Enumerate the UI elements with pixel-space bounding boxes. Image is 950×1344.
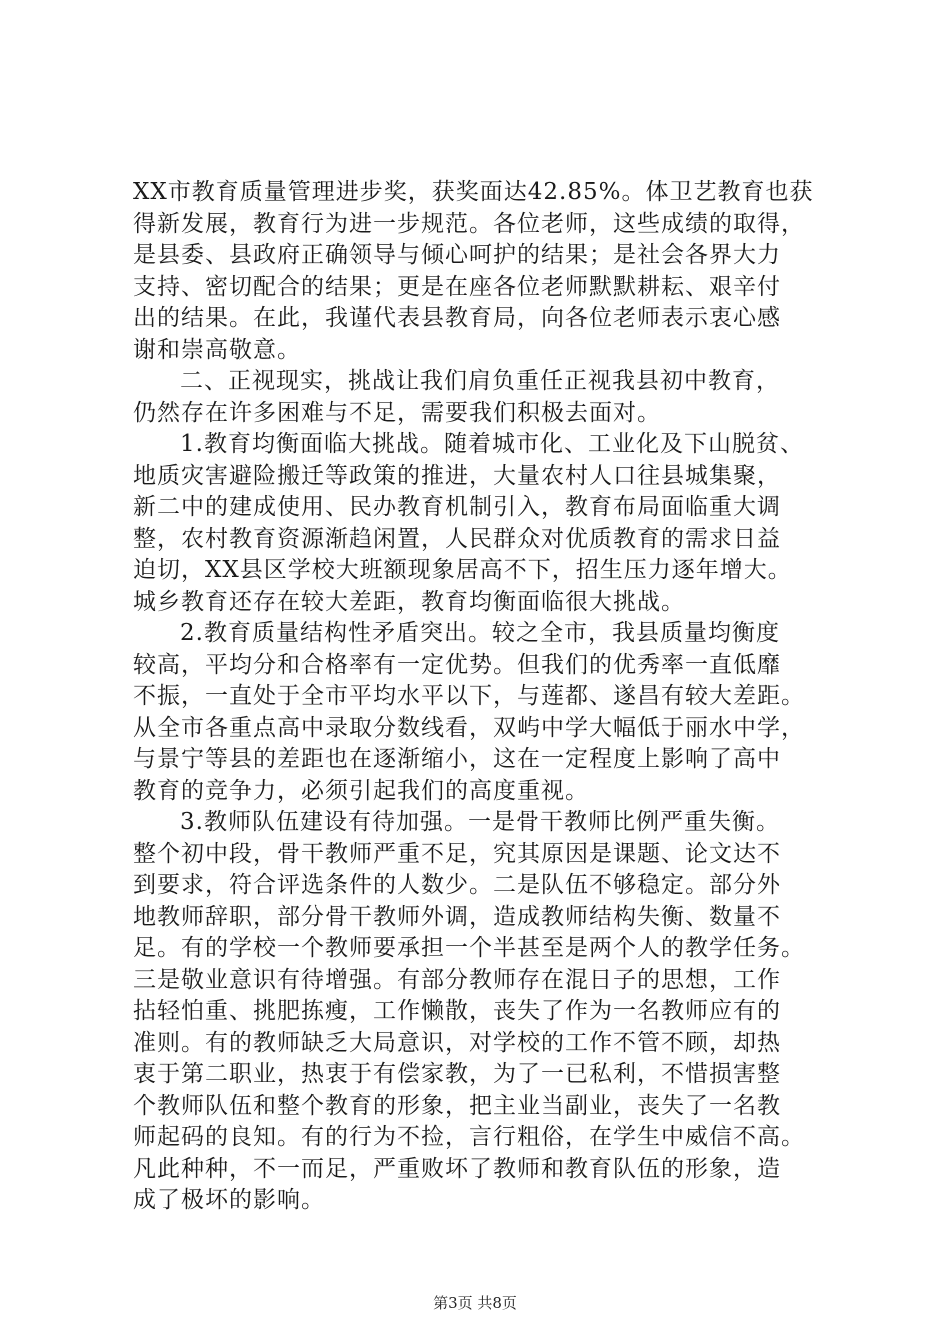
text-line: 成了极坏的影响。 — [133, 1187, 325, 1213]
text-line: 新二中的建成使用、民办教育机制引入，教育布局面临重大调 — [133, 494, 781, 520]
text-line: 得新发展，教育行为进一步规范。各位老师，这些成绩的取得， — [133, 210, 805, 237]
text-line: XX市教育质量管理进步奖，获奖面达42.85%。体卫艺教育也获 — [133, 179, 814, 205]
text-line: 凡此种种，不一而足，严重败坏了教师和教育队伍的形象，造 — [133, 1155, 781, 1182]
text-line: 支持、密切配合的结果；更是在座各位老师默默耕耘、艰辛付 — [133, 273, 781, 300]
text-line: 整个初中段，骨干教师严重不足，究其原因是课题、论文达不 — [133, 840, 781, 867]
paragraph — [133, 177, 848, 366]
text-line: 衷于第二职业，热衷于有偿家教，为了一已私利，不惜损害整 — [133, 1061, 781, 1087]
text-line: 是县委、县政府正确领导与倾心呵护的结果；是社会各界大力 — [133, 242, 781, 268]
text-line: 整，农村教育资源渐趋闲置，人民群众对优质教育的需求日益 — [133, 525, 781, 552]
text-line: 地教师辞职，部分骨干教师外调，造成教师结构失衡、数量不 — [133, 903, 781, 930]
text-line: 3.教师队伍建设有待加强。一是骨干教师比例严重失衡。 — [180, 809, 780, 835]
paragraph — [133, 366, 848, 429]
text-line: 仍然存在许多困难与不足，需要我们积极去面对。 — [133, 399, 661, 426]
body-text — [133, 177, 848, 1217]
text-line: 准则。有的教师缺乏大局意识，对学校的工作不管不顾，却热 — [133, 1029, 781, 1056]
paragraph — [133, 807, 848, 1217]
text-line: 出的结果。在此，我谨代表县教育局，向各位老师表示衷心感 — [133, 305, 781, 331]
text-line: 较高，平均分和合格率有一定优势。但我们的优秀率一直低靡 — [133, 651, 781, 678]
text-line: 不振，一直处于全市平均水平以下，与莲都、遂昌有较大差距。 — [133, 683, 805, 709]
text-line: 迫切，XX县区学校大班额现象居高不下，招生压力逐年增大。 — [133, 557, 792, 583]
text-line: 到要求，符合评选条件的人数少。二是队伍不够稳定。部分外 — [133, 872, 781, 898]
page-number-footer: 第3页 共8页 — [433, 1294, 517, 1312]
text-line: 教育的竞争力，必须引起我们的高度重视。 — [133, 777, 589, 804]
text-line: 地质灾害避险搬迁等政策的推进，大量农村人口往县城集聚， — [133, 462, 781, 489]
text-line: 拈轻怕重、挑肥拣瘦，工作懒散，丧失了作为一名教师应有的 — [133, 998, 781, 1024]
text-line: 二、正视现实，挑战让我们肩负重任正视我县初中教育， — [180, 368, 780, 394]
text-line: 个教师队伍和整个教育的形象，把主业当副业，丧失了一名教 — [133, 1092, 781, 1119]
paragraph — [133, 618, 848, 807]
text-line: 从全市各重点高中录取分数线看，双屿中学大幅低于丽水中学， — [133, 714, 805, 741]
text-line: 与景宁等县的差距也在逐渐缩小，这在一定程度上影响了高中 — [133, 746, 781, 772]
text-line: 谢和崇高敬意。 — [133, 336, 301, 363]
text-line: 2.教育质量结构性矛盾突出。较之全市，我县质量均衡度 — [180, 620, 780, 646]
text-line: 足。有的学校一个教师要承担一个半甚至是两个人的教学任务。 — [133, 935, 805, 961]
text-line: 师起码的良知。有的行为不捡，言行粗俗，在学生中威信不高。 — [133, 1124, 805, 1150]
text-line: 1.教育均衡面临大挑战。随着城市化、工业化及下山脱贫、 — [180, 431, 804, 457]
text-line: 三是敬业意识有待增强。有部分教师存在混日子的思想，工作 — [133, 966, 781, 993]
text-line: 城乡教育还存在较大差距，教育均衡面临很大挑战。 — [133, 588, 685, 615]
paragraph — [133, 429, 848, 618]
